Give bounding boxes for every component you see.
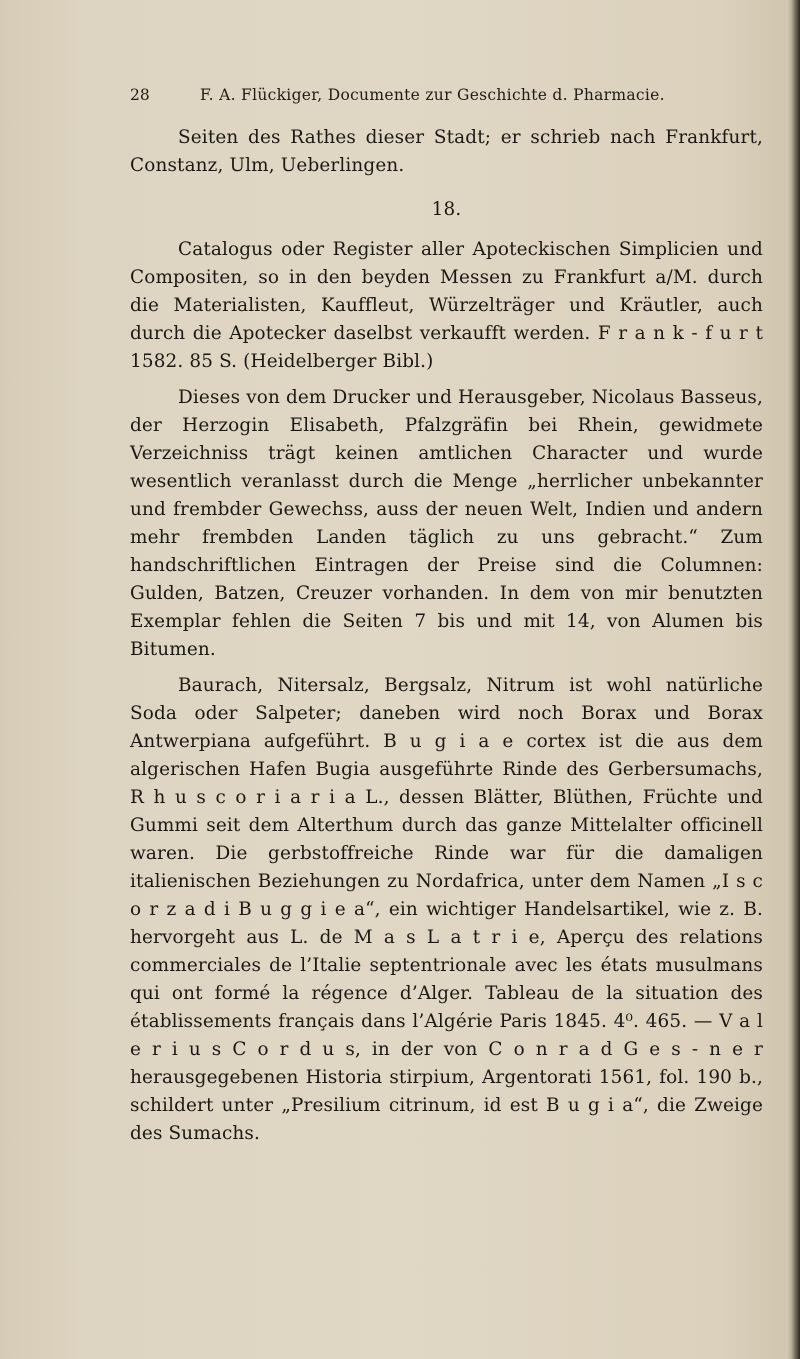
paragraph-catalogue-title: Catalogus oder Register aller Apoteckischen Simplicien und Compositen, so in den beyden Messen zu Frankfurt a/M. durch die Materialisten, Kauffleut, Würzelträger und Kräutler, auch durch die Apotecker daselbst verkaufft werden. F r a n k - f u r t 1582. 85 S. (Heidelberger Bibl.)	[130, 239, 763, 372]
page-number: 28	[130, 86, 150, 104]
paragraph-continuation: Seiten des Rathes dieser Stadt; er schrieb nach Frankfurt, Constanz, Ulm, Ueberlingen.	[130, 127, 763, 176]
body-text	[130, 124, 763, 1148]
running-title: F. A. Flückiger, Documente zur Geschichte d. Pharmacie.	[200, 86, 665, 104]
section-number: 18.	[431, 199, 462, 220]
page-header	[130, 86, 750, 116]
page-edge-shadow	[786, 0, 800, 1359]
paragraph-dedication: Dieses von dem Drucker und Herausgeber, Nicolaus Basseus, der Herzogin Elisabeth, Pfalzgräfin bei Rhein, gewidmete Verzeichniss trägt keinen amtlichen Character und wurde wesentlich veranlasst durch die Menge „herrlicher unbekannter und frembder Gewechss, auss der neuen Welt, Indien und andern mehr frembden Landen täglich zu uns gebracht.“ Zum handschriftlichen Eintragen der Preise sind die Columnen: Gulden, Batzen, Creuzer vorhanden. In dem von mir benutzten Exemplar fehlen die Seiten 7 bis und mit 14, von Alumen bis Bitumen.	[130, 387, 763, 660]
paragraph-bugia: Baurach, Nitersalz, Bergsalz, Nitrum ist wohl natürliche Soda oder Salpeter; daneben wird noch Borax und Borax Antwerpiana aufgeführt. B u g i a e cortex ist die aus dem algerischen Hafen Bugia ausgeführte Rinde des Gerbersumachs, R h u s c o r i a r i a L., dessen Blätter, Blüthen, Früchte und Gummi seit dem Alterthum durch das ganze Mittelalter officinell waren. Die gerbstoffreiche Rinde war für die damaligen italienischen Beziehungen zu Nordafrica, unter dem Namen „I s c o r z a d i B u g g i e a“, ein wichtiger Handelsartikel, wie z. B. hervorgeht aus L. de M a s L a t r i e, Aperçu des relations commerciales de l’Italie septentrionale avec les états musulmans qui ont formé la régence d’Alger. Tableau de la situation des établissements français dans l’Algérie Paris 1845. 4⁰. 465. — V a l e r i u s C o r d u s, in der von C o n r a d G e s - n e r herausgegebenen Historia stirpium, Argentorati 1561, fol. 190 b., schildert unter „Presilium citrinum, id est B u g i a“, die Zweige des Sumachs.	[130, 675, 763, 1144]
